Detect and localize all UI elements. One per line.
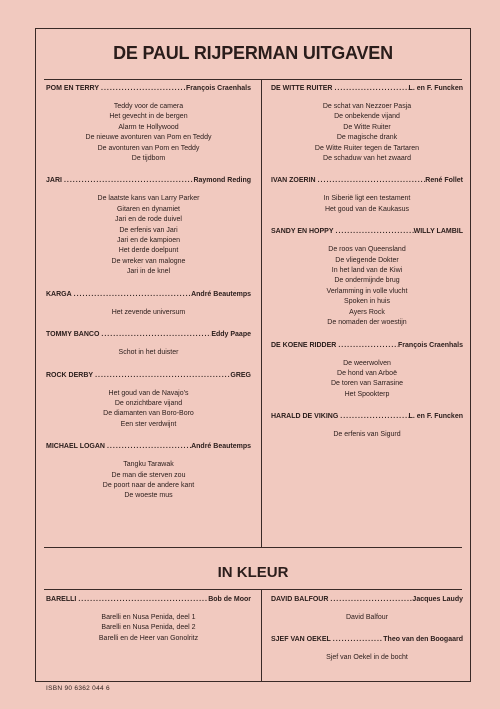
series-block [271,595,463,623]
series-header [46,595,251,605]
series-author: Theo van den Boogaard [383,636,463,644]
dot-leader [316,176,426,186]
series-author: L. en F. Funcken [408,413,463,421]
title-list [271,430,463,440]
book-title: De weerwolven [343,359,391,367]
kleur-right-column [271,595,463,676]
series-block [46,84,251,164]
series-name: MICHAEL LOGAN [46,443,105,451]
book-title: Alarm te Hollywood [118,123,179,131]
series-header [46,290,251,300]
series-author: GREG [230,371,251,379]
page-title: DE PAUL RIJPERMAN UITGAVEN [113,43,393,63]
series-name: DAVID BALFOUR [271,596,329,603]
book-title: In Siberië ligt een testament [323,195,411,203]
dot-leader [93,371,230,381]
book-title: De man die sterven zou [111,471,186,479]
isbn-number: ISBN 90 6362 044 6 [46,685,110,692]
book-title: Ayers Rock [349,308,385,316]
book-title: Een ster verdwijnt [120,420,177,428]
dot-leader [334,227,414,237]
book-title: Verlamming in volle vlucht [326,287,408,295]
book-title: De erfenis van Sigurd [333,431,401,439]
series-block [271,227,463,328]
dot-leader [332,84,408,94]
book-title: De avonturen van Pom en Teddy [97,144,200,152]
series-name: KARGA [46,290,72,298]
series-author: Bob de Moor [208,596,251,603]
column-divider [261,79,262,547]
book-title: Het zevende universum [111,308,186,316]
series-name: BARELLI [46,596,77,603]
book-title: De diamanten van Boro-Boro [103,410,194,418]
series-header [271,595,463,605]
book-title: De erfenis van Jari [119,226,178,234]
series-block [46,442,251,502]
book-title: Spoken in huis [344,298,390,306]
title-list [46,460,251,502]
book-title: Het goud van de Navajo's [108,389,189,397]
dot-leader [336,341,398,351]
title-list [271,653,463,663]
book-title: Het derde doelpunt [118,247,179,255]
book-title: Het gevecht in de bergen [109,113,188,121]
book-title: De tijdbom [131,155,166,163]
series-author: François Craenhals [398,341,463,349]
series-header [46,371,251,381]
series-name: ROCK DERBY [46,371,94,379]
book-title: Tangku Tarawak [123,461,174,469]
series-block [271,176,463,215]
book-title: Barelli en Nusa Penida, deel 1 [101,614,196,621]
book-title: De woeste mus [124,492,173,500]
book-title: De Witte Ruiter tegen de Tartaren [314,144,420,152]
dot-leader [99,330,211,340]
kleur-divider [44,589,462,590]
left-column [46,84,251,514]
series-header [271,227,463,237]
title-list [46,102,251,164]
book-title: Jari in de knel [126,268,171,276]
title-list [271,613,463,623]
series-header [271,176,463,186]
title-list [46,613,251,644]
series-header [271,341,463,351]
series-block [46,371,251,431]
series-block [46,330,251,358]
book-title: Jari en de kampioen [116,237,181,245]
series-name: HARALD DE VIKING [271,413,339,421]
book-title: De ondermijnde brug [334,277,400,285]
series-author: L. en F. Funcken [408,85,463,92]
book-title: De wreker van malogne [111,257,186,265]
title-list [271,102,463,164]
dot-leader [328,595,412,605]
series-author: André Beautemps [191,443,251,451]
series-author: François Craenhals [186,85,251,92]
dot-leader [62,176,193,186]
series-name: SANDY EN HOPPY [271,228,334,236]
book-title: De magische drank [336,134,398,142]
book-title: De poort naar de andere kant [102,481,195,489]
dot-leader [76,595,208,605]
series-name: DE WITTE RUITER [271,85,333,92]
series-author: Raymond Reding [193,177,251,185]
book-title: Jari en de rode duivel [115,216,182,224]
series-author: WILLY LAMBIL [413,228,463,236]
dot-leader [338,412,408,422]
book-title: Het goud van de Kaukasus [324,205,410,213]
book-title: De nomaden der woestijn [327,319,407,327]
book-title: De roos van Queensland [328,246,406,254]
series-block [271,84,463,164]
book-title: In het land van de Kiwi [331,267,403,275]
dot-leader [105,442,191,452]
title-list [46,308,251,318]
kleur-column-divider [261,589,262,682]
series-block [46,290,251,318]
title-divider [44,79,462,80]
book-title: De hond van Arboë [337,369,397,377]
book-title: De vliegende Dokter [335,256,399,264]
title-list [46,348,251,358]
title-list [271,245,463,328]
catalog-frame [35,28,471,682]
book-title: David Balfour [345,614,389,621]
book-title: De toren van Sarrasine [331,380,403,388]
dot-leader [72,290,191,300]
book-title: Het Spookterp [344,390,390,398]
series-block [271,412,463,440]
series-name: SJEF VAN OEKEL [271,636,331,644]
series-author: Eddy Paape [211,331,251,339]
in-kleur-heading: IN KLEUR [217,564,289,581]
book-title: Sjef van Oekel in de bocht [326,654,408,662]
book-title: De laatste kans van Larry Parker [97,195,200,203]
right-column [271,84,463,453]
series-header [271,84,463,94]
series-header [46,84,251,94]
series-block [46,176,251,277]
title-list [46,194,251,277]
series-block [271,635,463,663]
book-title: Barelli en Nusa Penida, deel 2 [101,624,196,632]
series-name: IVAN ZOERIN [271,177,316,185]
book-title: De onzichtbare vijand [114,399,183,407]
book-title: Schot in het duister [118,349,179,357]
section-divider [44,547,462,548]
title-list [271,359,463,401]
series-name: POM EN TERRY [46,85,100,92]
book-title: Barelli en de Heer van Gonolritz [98,634,199,642]
book-title: Gitaren en dynamiet [116,205,181,213]
dot-leader [331,635,383,645]
series-block [271,341,463,401]
series-author: Jacques Laudy [412,596,463,603]
kleur-left-column [46,595,251,656]
title-list [271,194,463,215]
book-title: Teddy voor de camera [113,103,184,110]
book-title: De schaduw van het zwaard [323,155,411,163]
series-name: DE KOENE RIDDER [271,341,337,349]
series-header [46,176,251,186]
title-list [46,389,251,431]
book-title: De schat van Nezzoer Pasja [322,103,412,110]
series-header [271,412,463,422]
series-author: René Follet [425,177,463,185]
book-title: De nieuwe avonturen van Pom en Teddy [85,134,212,142]
series-name: JARI [46,177,62,185]
series-header [46,442,251,452]
series-name: TOMMY BANCO [46,331,100,339]
series-block [46,595,251,644]
dot-leader [99,84,186,94]
book-title: De onbekende vijand [334,113,400,121]
series-author: André Beautemps [191,290,251,298]
book-title: De Witte Ruiter [343,123,391,131]
series-header [271,635,463,645]
series-header [46,330,251,340]
